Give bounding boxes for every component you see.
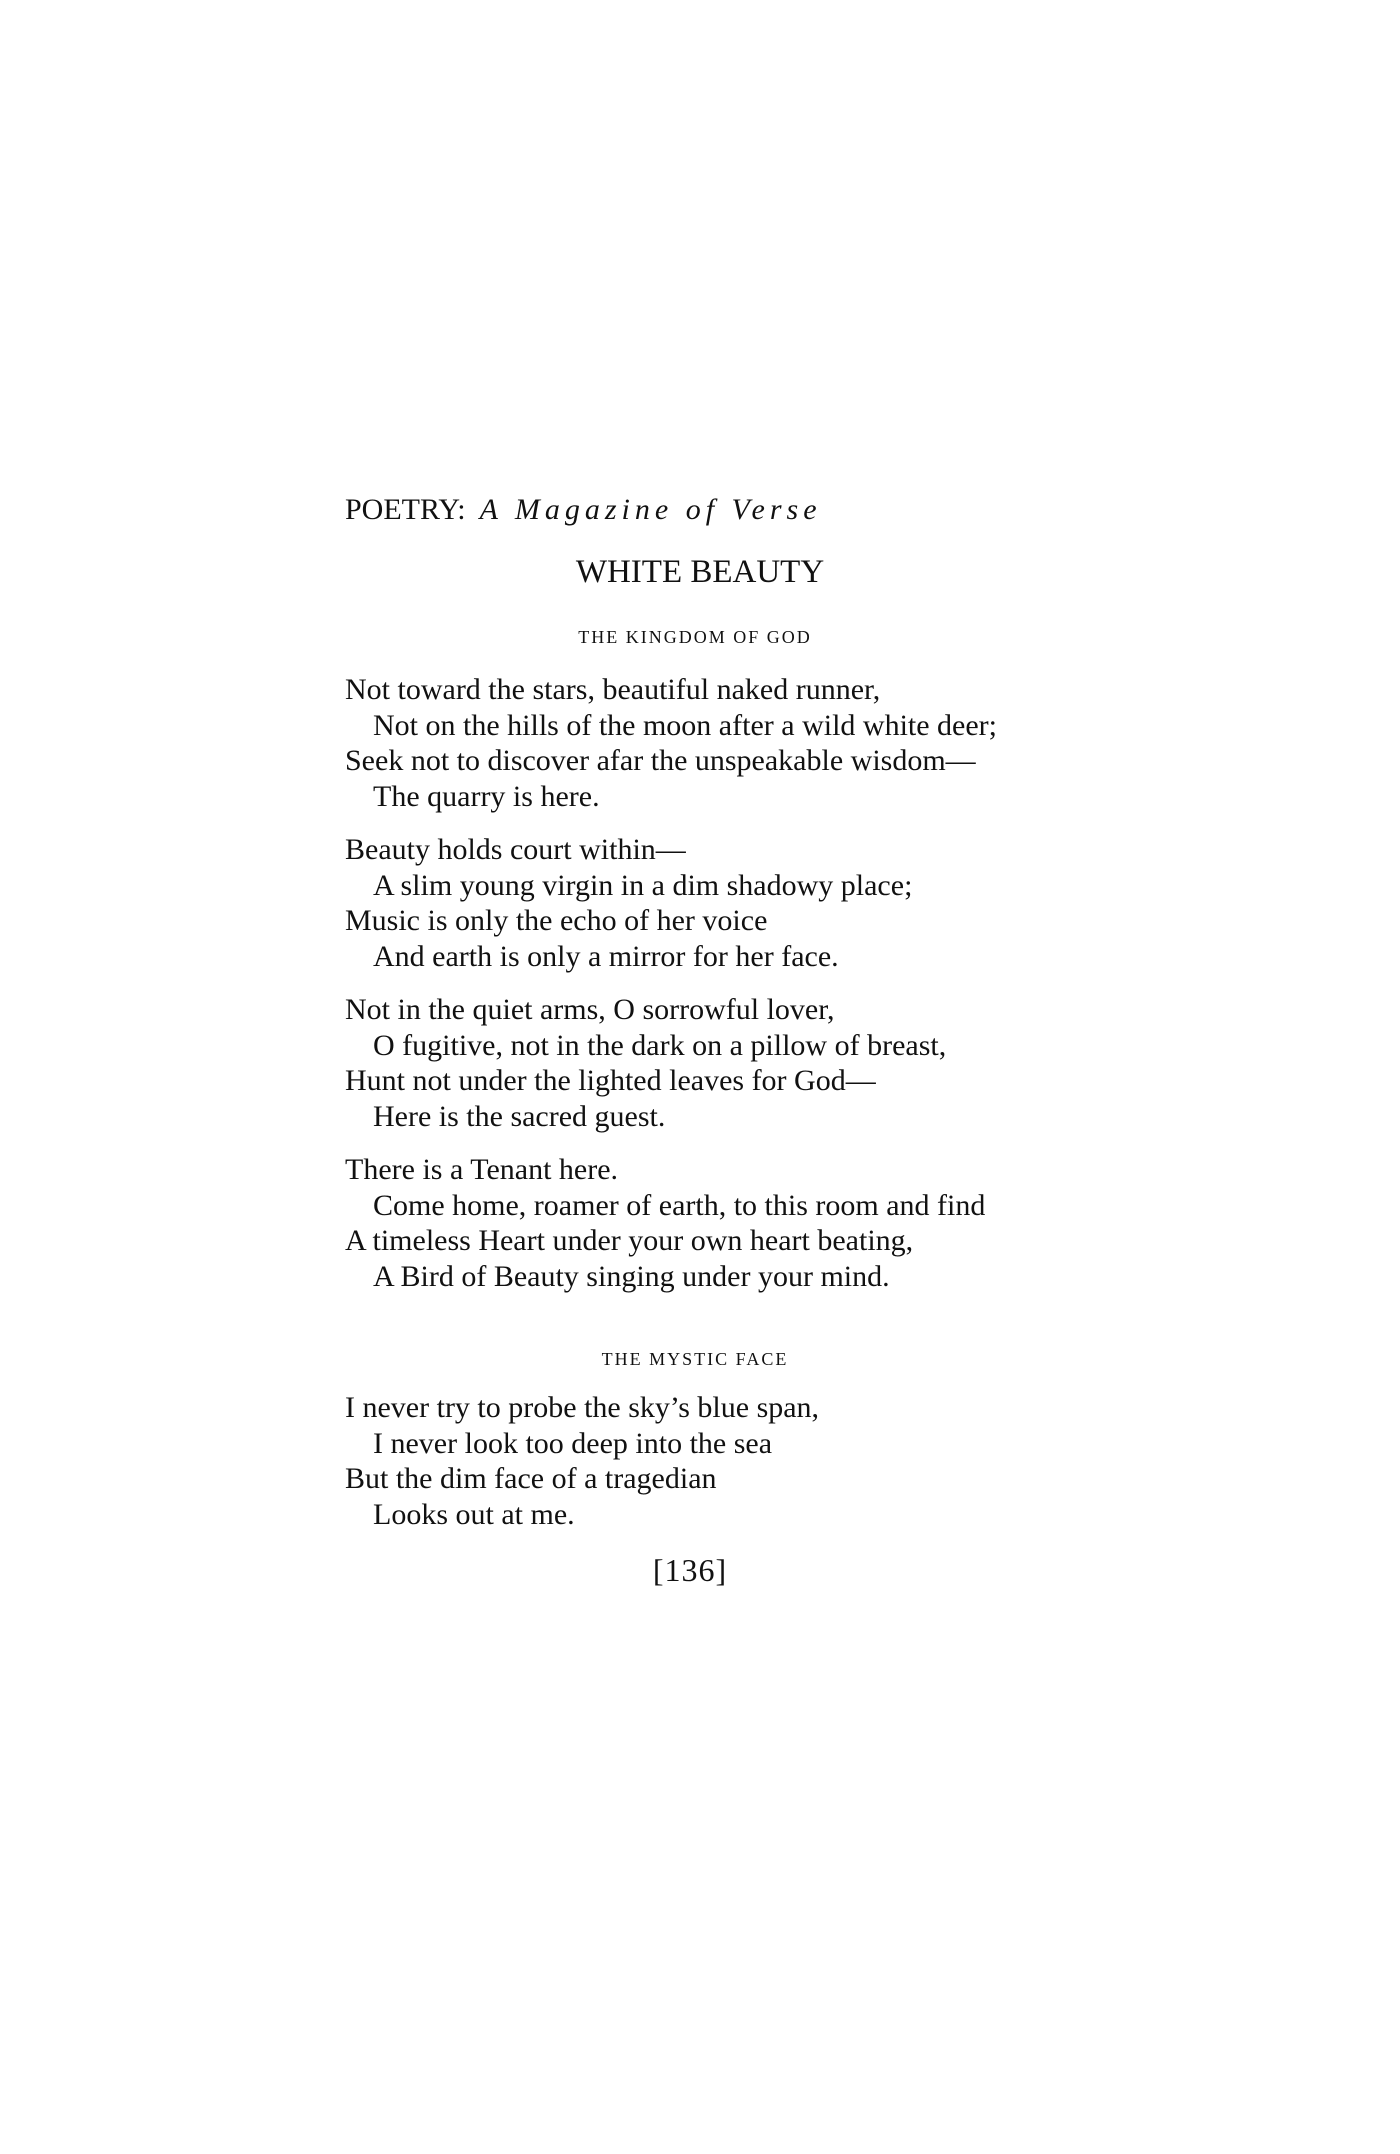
- poem-line: Hunt not under the lighted leaves for God—: [345, 1064, 876, 1097]
- poem-line: Come home, roamer of earth, to this room and find: [373, 1188, 986, 1222]
- poem-line: And earth is only a mirror for her face.: [373, 939, 839, 973]
- poem-line: O fugitive, not in the dark on a pillow of breast,: [373, 1028, 947, 1062]
- stanza: [345, 1390, 1065, 1532]
- running-head: [345, 488, 1065, 532]
- stanza: [345, 672, 1065, 814]
- poem-line: A slim young virgin in a dim shadowy place;: [373, 868, 913, 902]
- poem-line: A Bird of Beauty singing under your mind.: [373, 1259, 890, 1293]
- page: [345, 488, 1065, 1590]
- poem-line: Music is only the echo of her voice: [345, 904, 768, 937]
- poem-line: But the dim face of a tragedian: [345, 1462, 717, 1495]
- poem-title: WHITE BEAUTY: [575, 554, 825, 590]
- page-number: [136]: [652, 1552, 728, 1588]
- section-title-mystic-face: THE MYSTIC FACE: [601, 1349, 789, 1369]
- poem-line: I never look too deep into the sea: [373, 1426, 773, 1460]
- stanza: [345, 992, 1065, 1134]
- poem-line: Beauty holds court within—: [345, 833, 686, 866]
- poem-line: Not on the hills of the moon after a wild white deer;: [373, 708, 998, 742]
- poem-line: A timeless Heart under your own heart beating,: [345, 1224, 914, 1257]
- poem-line: Here is the sacred guest.: [373, 1099, 666, 1133]
- section-title-kingdom-of-god: THE KINGDOM OF GOD: [578, 627, 812, 647]
- journal-name: POETRY:: [345, 493, 466, 526]
- journal-subtitle: A Magazine of Verse: [479, 493, 822, 526]
- stanza: [345, 1152, 1065, 1294]
- poem-line: Not in the quiet arms, O sorrowful lover,: [345, 993, 835, 1026]
- poem-line: There is a Tenant here.: [345, 1153, 619, 1186]
- poem-line: Seek not to discover afar the unspeakable wisdom—: [345, 744, 976, 777]
- poem-line: I never try to probe the sky’s blue span,: [345, 1391, 820, 1424]
- poem-line: Not toward the stars, beautiful naked runner,: [345, 673, 881, 706]
- poem-line: Looks out at me.: [373, 1497, 575, 1531]
- stanza: [345, 832, 1065, 974]
- poem-line: The quarry is here.: [373, 779, 600, 813]
